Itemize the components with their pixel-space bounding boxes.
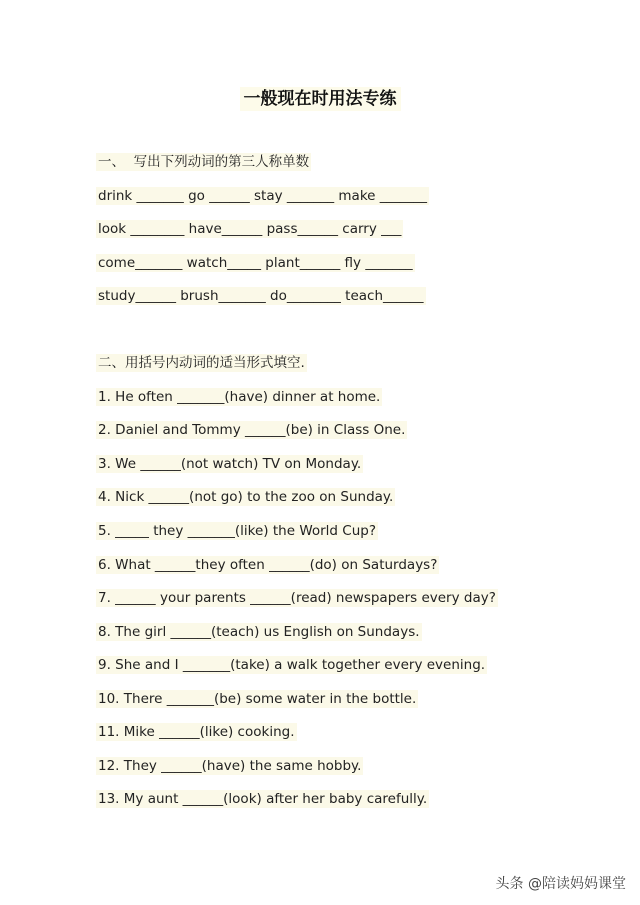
worksheet-title-text: 一般现在时用法专练 — [240, 87, 401, 111]
exercise-item: 11. Mike ______(like) cooking. — [98, 724, 295, 740]
exercise-item: 7. ______ your parents ______(read) newspapers every day? — [98, 590, 496, 606]
section1-heading: 一、 写出下列动词的第三人称单数 — [98, 154, 310, 170]
section1-row: drink _______ go ______ stay _______ make _______ — [98, 188, 428, 204]
exercise-item: 3. We ______(not watch) TV on Monday. — [98, 456, 362, 472]
exercise-item: 6. What ______they often ______(do) on Saturdays? — [98, 557, 438, 573]
watermark: 头条 @陪读妈妈课堂 — [495, 876, 626, 892]
exercise-item: 13. My aunt ______(look) after her baby carefully. — [98, 791, 428, 807]
section1-row: look ________ have______ pass______ carry ___ — [98, 221, 402, 237]
exercise-item: 9. She and I _______(take) a walk together every evening. — [98, 657, 486, 673]
section2-heading: 二、用括号内动词的适当形式填空. — [98, 355, 305, 371]
exercise-item: 1. He often _______(have) dinner at home. — [98, 389, 381, 405]
exercise-item: 2. Daniel and Tommy ______(be) in Class One. — [98, 422, 406, 438]
section1-row: study______ brush_______ do________ teach______ — [98, 288, 424, 304]
exercise-item: 8. The girl ______(teach) us English on Sundays. — [98, 624, 420, 640]
section1-row: come_______ watch_____ plant______ fly _______ — [98, 255, 413, 271]
exercise-item: 5. _____ they _______(like) the World Cup? — [98, 523, 377, 539]
exercise-item: 10. There _______(be) some water in the bottle. — [98, 691, 417, 707]
exercise-item: 12. They ______(have) the same hobby. — [98, 758, 362, 774]
exercise-item: 4. Nick ______(not go) to the zoo on Sunday. — [98, 489, 394, 505]
worksheet-title — [0, 84, 640, 109]
